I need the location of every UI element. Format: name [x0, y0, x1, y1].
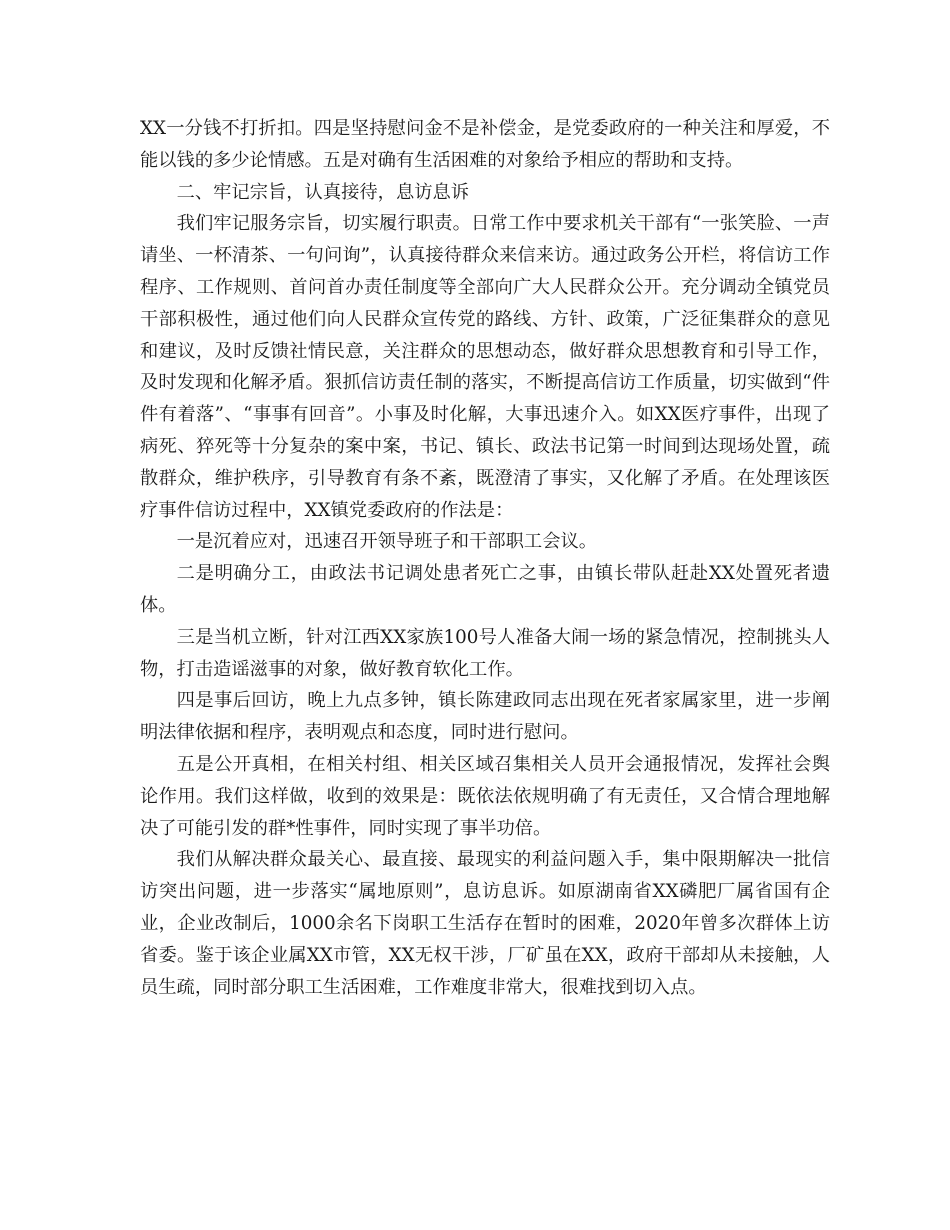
paragraph-4: 一是沉着应对，迅速召开领导班子和干部职工会议。	[176, 531, 598, 553]
paragraph-8: 五是公开真相，在相关村组、相关区域召集相关人员开会通报情况，发挥社会舆论作用。我们这样做，收到的效果是：既依法依规明确了有无责任，又合情合理地解决了可能引发的群*性事件，同时实现了事半功倍。	[140, 753, 830, 839]
paragraph-9: 我们从解决群众最关心、最直接、最现实的利益问题入手，集中限期解决一批信访突出问题，进一步落实“属地原则”，息访息诉。如原湖南省XX磷肥厂属省国有企业，企业改制后，1000余名下岗职工生活存在暂时的困难，2020年曾多次群体上访省委。鉴于该企业属XX市管，XX无权干涉，厂矿虽在XX，政府干部却从未接触，人员生疏，同时部分职工生活困难，工作难度非常大，很难找到切入点。	[140, 849, 830, 998]
paragraph-7: 四是事后回访，晚上九点多钟，镇长陈建政同志出现在死者家属家里，进一步阐明法律依据和程序，表明观点和态度，同时进行慰问。	[140, 690, 830, 744]
paragraph-6: 三是当机立断，针对江西XX家族100号人准备大闹一场的紧急情况，控制挑头人物，打击造谣滋事的对象，做好教育软化工作。	[140, 626, 830, 680]
paragraph-3: 我们牢记服务宗旨，切实履行职责。日常工作中要求机关干部有“一张笑脸、一声请坐、一杯清茶、一句问询”，认真接待群众来信来访。通过政务公开栏，将信访工作程序、工作规则、首问首办责任制度等全部向广大人民群众公开。充分调动全镇党员干部积极性，通过他们向人民群众宣传党的路线、方针、政策，广泛征集群众的意见和建议，及时反馈社情民意，关注群众的思想动态，做好群众思想教育和引导工作，及时发现和化解矛盾。狠抓信访责任制的落实，不断提高信访工作质量，切实做到“件件有着落”、“事事有回音”。小事及时化解，大事迅速介入。如XX医疗事件，出现了病死、猝死等十分复杂的案中案，书记、镇长、政法书记第一时间到达现场处置，疏散群众，维护秩序，引导教育有条不紊，既澄清了事实，又化解了矛盾。在处理该医疗事件信访过程中，XX镇党委政府的作法是：	[140, 213, 830, 521]
section-heading: 二、牢记宗旨，认真接待，息访息诉	[176, 181, 470, 203]
paragraph-1: XX一分钱不打折扣。四是坚持慰问金不是补偿金，是党委政府的一种关注和厚爱，不能以钱的多少论情感。五是对确有生活困难的对象给予相应的帮助和支持。	[140, 118, 830, 171]
document-body	[140, 113, 830, 1003]
paragraph-5: 二是明确分工，由政法书记调处患者死亡之事，由镇长带队赶赴XX处置死者遗体。	[140, 563, 830, 616]
